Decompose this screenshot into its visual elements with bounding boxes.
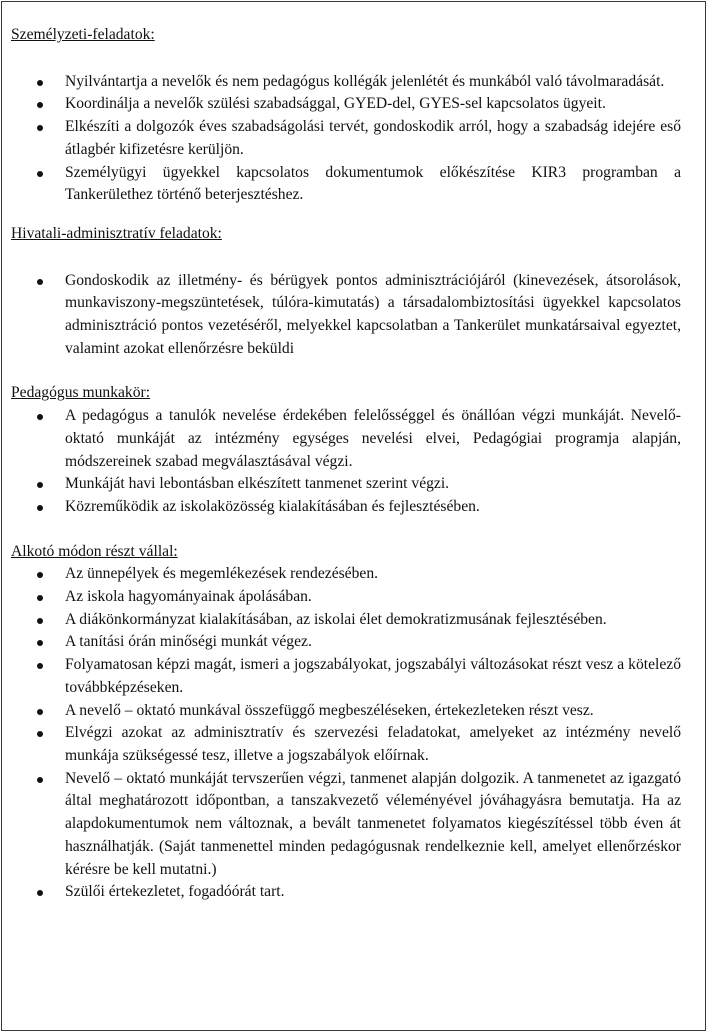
list-item: Közreműködik az iskolaközösség kialakításában és fejlesztésében. bbox=[11, 496, 681, 519]
list-item: Elvégzi azokat az adminisztratív és szervezési feladatokat, amelyeket az intézmény nevelő munkája szükségessé tesz, illetve a jogszabályok előírnak. bbox=[11, 722, 681, 767]
section-heading-hivatali: Hivatali-adminisztratív feladatok: bbox=[11, 224, 222, 242]
list-item: Elkészíti a dolgozók éves szabadságolási tervét, gondoskodik arról, hogy a szabadság idejére eső átlagbér kifizetésre kerüljön. bbox=[11, 116, 681, 161]
list-item: Az ünnepélyek és megemlékezések rendezésében. bbox=[11, 563, 681, 586]
document-page bbox=[1, 1, 706, 1031]
list-item: Gondoskodik az illetmény- és bérügyek pontos adminisztrációjáról (kinevezések, átsorolások, munkaviszony-megszüntetések, túlóra-kimutatás) a társadalombiztosítási ügyekkel kapcsolatos adminisztráció pontos vezetéséről, melyekkel kapcsolatban a Tankerület munkatársaival egyeztet, valamint azokat ellenőrzésre beküldi bbox=[11, 270, 681, 361]
list-item: Személyügyi ügyekkel kapcsolatos dokumentumok előkészítése KIR3 programban a Tankerülethez történő beterjesztéshez. bbox=[11, 162, 681, 207]
list-szemelyzeti bbox=[11, 71, 681, 207]
list-item: Folyamatosan képzi magát, ismeri a jogszabályokat, jogszabályi változásokat részt vesz a kötelező továbbképzéseken. bbox=[11, 654, 681, 699]
list-item: Koordinálja a nevelők szülési szabadsággal, GYED-del, GYES-sel kapcsolatos ügyeit. bbox=[11, 93, 681, 116]
section-heading-pedagogus: Pedagógus munkakör: bbox=[11, 384, 151, 402]
list-item: Szülői értekezletet, fogadóórát tart. bbox=[11, 881, 681, 904]
section-heading-szemelyzeti: Személyzeti-feladatok: bbox=[11, 26, 155, 43]
section-heading-alkoto: Alkotó módon részt vállal: bbox=[11, 542, 178, 560]
list-alkoto bbox=[11, 563, 681, 904]
list-item: A tanítási órán minőségi munkát végez. bbox=[11, 631, 681, 654]
list-item: Nevelő – oktató munkáját tervszerűen végzi, tanmenet alapján dolgozik. A tanmenetet az igazgató által meghatározott időpontban, a tanszakvezető véleményével jóváhagyásra bemutatja. Ha az alapdokumentumok nem változnak, a bevált tanmenetet folyamatos kiegészítéssel több éven át használhatják. (Saját tanmenettel minden pedagógusnak rendelkeznie kell, amelyet ellenőrzéskor kérésre be kell mutatni.) bbox=[11, 768, 681, 882]
list-item: A diákönkormányzat kialakításában, az iskolai élet demokratizmusának fejlesztésében. bbox=[11, 609, 681, 632]
list-item: A nevelő – oktató munkával összefüggő megbeszéléseken, értekezleteken részt vesz. bbox=[11, 700, 681, 723]
list-item: Nyilvántartja a nevelők és nem pedagógus kollégák jelenlétét és munkából való távolmaradását. bbox=[11, 71, 681, 94]
document-body bbox=[11, 24, 681, 904]
list-item: Az iskola hagyományainak ápolásában. bbox=[11, 586, 681, 609]
list-pedagogus bbox=[11, 405, 681, 519]
list-item: A pedagógus a tanulók nevelése érdekében felelősséggel és önállóan végzi munkáját. Nevelő-oktató munkáját az intézmény egységes nevelési elvei, Pedagógiai programja alapján, módszereinek szabad megválasztásával végzi. bbox=[11, 405, 681, 473]
list-item: Munkáját havi lebontásban elkészített tanmenet szerint végzi. bbox=[11, 473, 681, 496]
list-hivatali bbox=[11, 270, 681, 361]
